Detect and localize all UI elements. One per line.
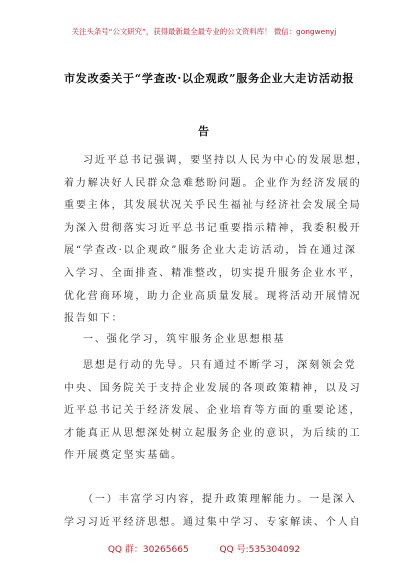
paragraph-body [64,355,360,468]
qq-group-label: QQ 群：30265665 [107,545,189,555]
text-line: 才能真正从思想深处树立起服务企业的意识，为后续的工 [64,427,362,439]
text-line: 着力解决好人民群众急难愁盼问题。企业作为经济发展的 [64,177,362,189]
text-line: 为深入贯彻落实习近平总书记重要指示精神，我委积极开 [64,222,362,234]
text-line: 近平总书记关于经济发展、企业培育等方面的重要论述， [64,405,362,417]
text-line: 中央、国务院关于支持企业发展的各项政策精神，以及习 [64,382,362,394]
text-line: 习近平总书记强调，要坚持以人民为中心的发展思想， [83,155,369,166]
paragraph-intro [64,150,369,331]
text-line: 优化营商环境，助力企业高质量发展。现将活动开展情况 [64,290,362,302]
text-line: 报告如下： [64,313,124,325]
footer-contact [0,542,408,555]
text-line: （一）丰富学习内容，提升政策理解能力。一是深入 [83,494,357,505]
paragraph-subsection [64,489,360,534]
text-line: 展“学查改·以企观政”服务企业大走访活动，旨在通过深 [64,245,357,257]
text-line: 学习习近平经济思想。通过集中学习、专家解读、个人自 [64,516,362,528]
text-line: 作开展奠定坚实基础。 [64,450,183,462]
section-heading-1 [64,329,360,352]
document-title-line-2: 告 [198,125,210,138]
text-line: 入学习、全面排查、精准整改，切实提升服务企业水平， [64,267,362,279]
document-title-line-1: 市发改委关于“学查改·以企观政”服务企业大走访活动报 [64,72,355,85]
qq-number-label: QQ 号:535304092 [219,545,301,555]
text-line: 重要主体，其发展状况关乎民生福祉与经济社会发展全局 [64,200,362,212]
header-banner: 关注头条号“公文研究”，获得最新最全最专业的公文资料库！ 微信：gongwenyj [71,27,337,36]
text-line: 一、强化学习，筑牢服务企业思想根基 [83,334,286,345]
text-line: 思想是行动的先导。只有通过不断学习，深刻领会党 [83,360,357,371]
